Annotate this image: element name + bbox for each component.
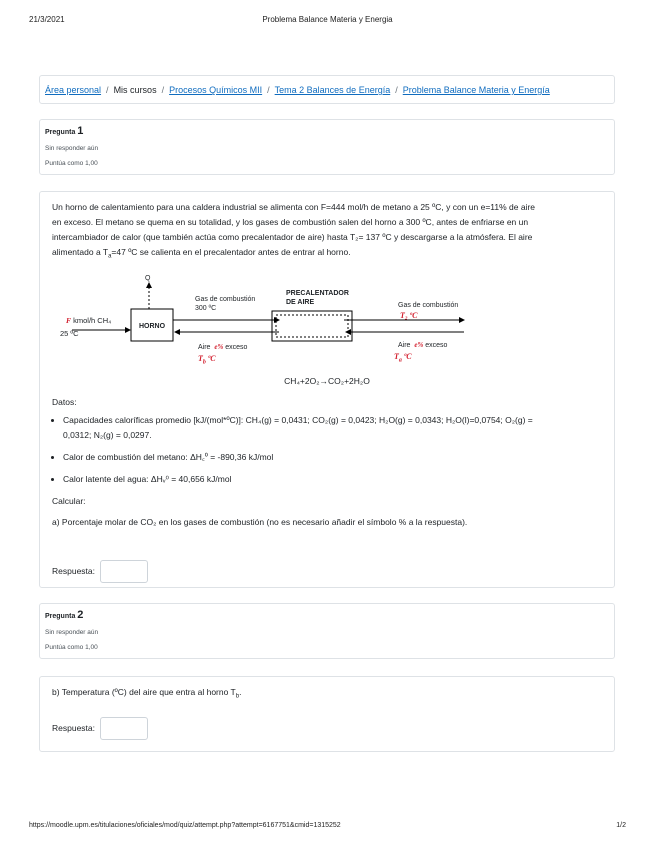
print-title: Problema Balance Materia y Energia (262, 15, 393, 24)
part-a-text: a) Porcentaje molar de CO₂ en los gases de combustión (no es necesario añadir el símbolo % a la respuesta). (52, 516, 468, 527)
statement-line-4: alimentado a $T_a=47$ ºC se calienta en el precalentador antes de entrar al horno. (52, 247, 351, 260)
breadcrumb-course[interactable]: Procesos Químicos MII (169, 85, 263, 95)
answer-row-1 (52, 560, 602, 583)
feed-temp: 25 ºC (60, 328, 79, 338)
breadcrumb-topic[interactable]: Tema 2 Balances de Energía (274, 85, 391, 95)
breadcrumb-separator: / (267, 85, 270, 95)
breadcrumb-separator: / (161, 85, 165, 95)
reaction-equation: CH₄+2O₂→CO₂+2H₂O (284, 375, 370, 386)
print-page: 1/2 (616, 822, 626, 829)
answer-label-2: Respuesta: (52, 722, 95, 733)
question-1-info (39, 119, 615, 175)
question-1-content (39, 191, 615, 588)
gas-combustion-300: Gas de combustión 300 ºC (195, 295, 256, 312)
horno-label: HORNO (138, 322, 166, 330)
answer-label-1: Respuesta: (52, 565, 95, 576)
tb-label: $T_b$ ºC (198, 353, 216, 366)
breadcrumb-mis-cursos: Mis cursos (113, 85, 157, 95)
feed-label: F kmol/h CH₄ (66, 315, 112, 325)
question-2-status: Sin responder aún (45, 629, 99, 636)
breadcrumb-separator: / (106, 85, 109, 95)
question-2-info (39, 603, 615, 659)
statement-line-1: Un horno de calentamiento para una caldera industrial se alimenta con F=444 mol/h de metano a 25 ºC, y con un e=11% de aire (52, 202, 536, 212)
question-2-number: Pregunta 2 (45, 609, 84, 621)
question-1-number: Pregunta 1 (45, 125, 84, 137)
statement-line-3: intercambiador de calor (que también actúa como precalentador de aire) hasta T₂= 137 ºC y descargarse a la atmósfera. El aire (52, 232, 533, 242)
print-url: https://moodle.upm.es/titulaciones/oficiales/mod/quiz/attempt.php?attempt=6167751&cmid=1315252 (29, 822, 341, 829)
q-label: Q (145, 274, 151, 282)
calcular-heading: Calcular: (52, 495, 86, 506)
answer-input-1[interactable] (100, 560, 148, 583)
datos-item: • Calor de combustión del metano: ΔH꜀⁰ = -890,36 kJ/mol (63, 450, 602, 465)
print-date: 21/3/2021 (29, 15, 65, 24)
precalentador-label: PRECALENTADOR DE AIRE (286, 289, 349, 306)
air-excess-left: Aire e% exceso (198, 342, 248, 351)
question-1-score: Puntúa como 1,00 (45, 160, 98, 167)
breadcrumb-area-personal[interactable]: Área personal (45, 85, 102, 95)
part-b-text: b) Temperatura (ºC) del aire que entra al horno $T_b$. (52, 687, 242, 700)
datos-item: • Calor latente del agua: ΔHᵥ⁰ = 40,656 kJ/mol (63, 472, 602, 487)
air-excess-right: Aire e% exceso (398, 340, 448, 349)
answer-input-2[interactable] (100, 717, 148, 740)
answer-row-2 (52, 717, 602, 740)
question-2-content (39, 676, 615, 752)
t2-label: T₂ ºC (400, 310, 418, 320)
breadcrumb-quiz[interactable]: Problema Balance Materia y Energía (402, 85, 550, 95)
gas-combustion-out: Gas de combustión (398, 301, 459, 309)
question-1-status: Sin responder aún (45, 145, 99, 152)
breadcrumb (39, 75, 615, 104)
datos-heading: Datos: (52, 396, 77, 407)
datos-item: • Capacidades caloríficas promedio [kJ/(mol*ºC)]: CH₄(g) = 0,0431; CO₂(g) = 0,0423; H₂O(g) = 0,0343; H₂O(l)=0,0754; O₂(g) = 0,0312; N₂(g) = 0,0297. (63, 413, 602, 443)
datos-list (52, 413, 602, 487)
process-diagram (52, 271, 602, 386)
statement-line-2: en exceso. El metano se quema en su totalidad, y los gases de combustión salen del horno a 300 ºC, antes de enfriarse en un (52, 217, 529, 227)
question-2-score: Puntúa como 1,00 (45, 644, 98, 651)
breadcrumb-separator: / (395, 85, 398, 95)
ta-label: $T_a$ ºC (394, 351, 412, 364)
